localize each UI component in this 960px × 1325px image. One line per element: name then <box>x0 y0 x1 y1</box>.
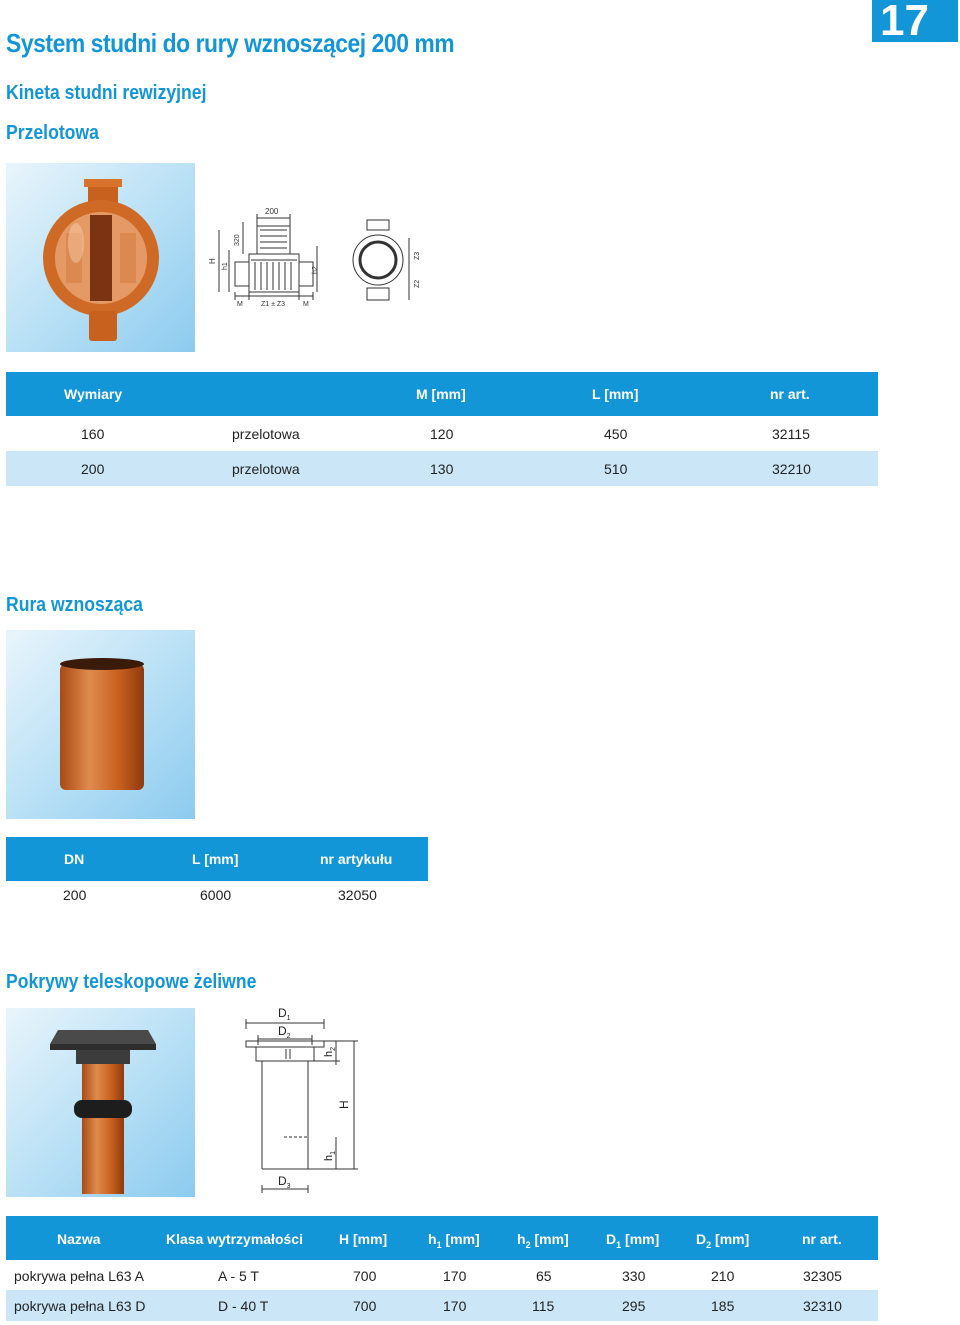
col-header-h2: $h_2$ [mm] <box>517 1231 569 1250</box>
svg-text:h2: $h_2$ <box>323 1046 337 1057</box>
pipe-table-header <box>6 837 428 881</box>
cover-illustration <box>6 1008 195 1197</box>
svg-text:H: H <box>337 1100 351 1109</box>
svg-text:Z1 ± Z3: Z1 ± Z3 <box>261 301 286 308</box>
svg-text:H: H <box>208 258 217 264</box>
page-number-badge: 17 <box>872 0 958 42</box>
col-header-d2: $D_2$ [mm] <box>696 1231 750 1250</box>
col-header-dn: DN <box>64 851 85 867</box>
table-row: 200 6000 32050 <box>63 887 377 903</box>
col-header-h1: $h_1$ [mm] <box>428 1231 480 1250</box>
kineta-technical-drawing <box>205 200 435 310</box>
svg-text:D2: $D_2$ <box>278 1024 291 1040</box>
col-header-length: L [mm] <box>192 851 239 867</box>
col-header-d1: $D_1$ [mm] <box>606 1231 660 1250</box>
svg-text:200: 200 <box>265 207 279 216</box>
cover-technical-drawing <box>240 1005 370 1195</box>
table-row: pokrywa pełna L63 D D - 40 T 700 170 115 295 185 32310 <box>6 1290 878 1321</box>
kineta-table-header <box>6 372 878 416</box>
col-header-m: M [mm] <box>416 386 466 402</box>
svg-text:M: M <box>237 301 243 308</box>
kineta-illustration <box>6 163 195 352</box>
svg-text:Z3: Z3 <box>414 251 421 260</box>
section-heading-pokrywy: Pokrywy teleskopowe żeliwne <box>6 971 257 993</box>
col-header-nr-artykulu: nr artykułu <box>320 851 393 867</box>
kineta-photo <box>6 163 195 352</box>
table-row: pokrywa pełna L63 A A - 5 T 700 170 65 330 210 32305 <box>14 1268 842 1284</box>
pipe-illustration <box>6 630 195 819</box>
section-heading-rura: Rura wznosząca <box>6 594 143 616</box>
col-header-h: H [mm] <box>339 1231 388 1247</box>
col-header-nr-art: nr art. <box>770 386 810 402</box>
col-header-nazwa: Nazwa <box>57 1231 101 1247</box>
svg-text:M: M <box>303 301 309 308</box>
col-header-nr-art: nr art. <box>802 1231 842 1247</box>
table-row: 200 przelotowa 130 510 32210 <box>6 451 878 486</box>
section-subheading-przelotowa: Przelotowa <box>6 122 99 144</box>
col-header-l: L [mm] <box>592 386 639 402</box>
col-header-wymiary: Wymiary <box>64 386 123 402</box>
table-row: 160 przelotowa 120 450 32115 <box>81 426 810 442</box>
svg-text:h2: h2 <box>312 266 319 274</box>
cover-table-header <box>6 1216 878 1260</box>
pipe-photo <box>6 630 195 819</box>
svg-text:h1: $h_1$ <box>323 1150 337 1161</box>
svg-text:D3: $D_3$ <box>278 1174 291 1190</box>
page-title: System studni do rury wznoszącej 200 mm <box>6 28 455 58</box>
svg-text:320: 320 <box>234 234 241 246</box>
section-heading-kineta: Kineta studni rewizyjnej <box>6 82 207 104</box>
cover-photo <box>6 1008 195 1197</box>
svg-text:D1: $D_1$ <box>278 1006 291 1022</box>
col-header-klasa: Klasa wytrzymałości <box>166 1231 303 1247</box>
svg-text:Z2: Z2 <box>414 279 421 288</box>
svg-text:h1: h1 <box>222 262 229 270</box>
